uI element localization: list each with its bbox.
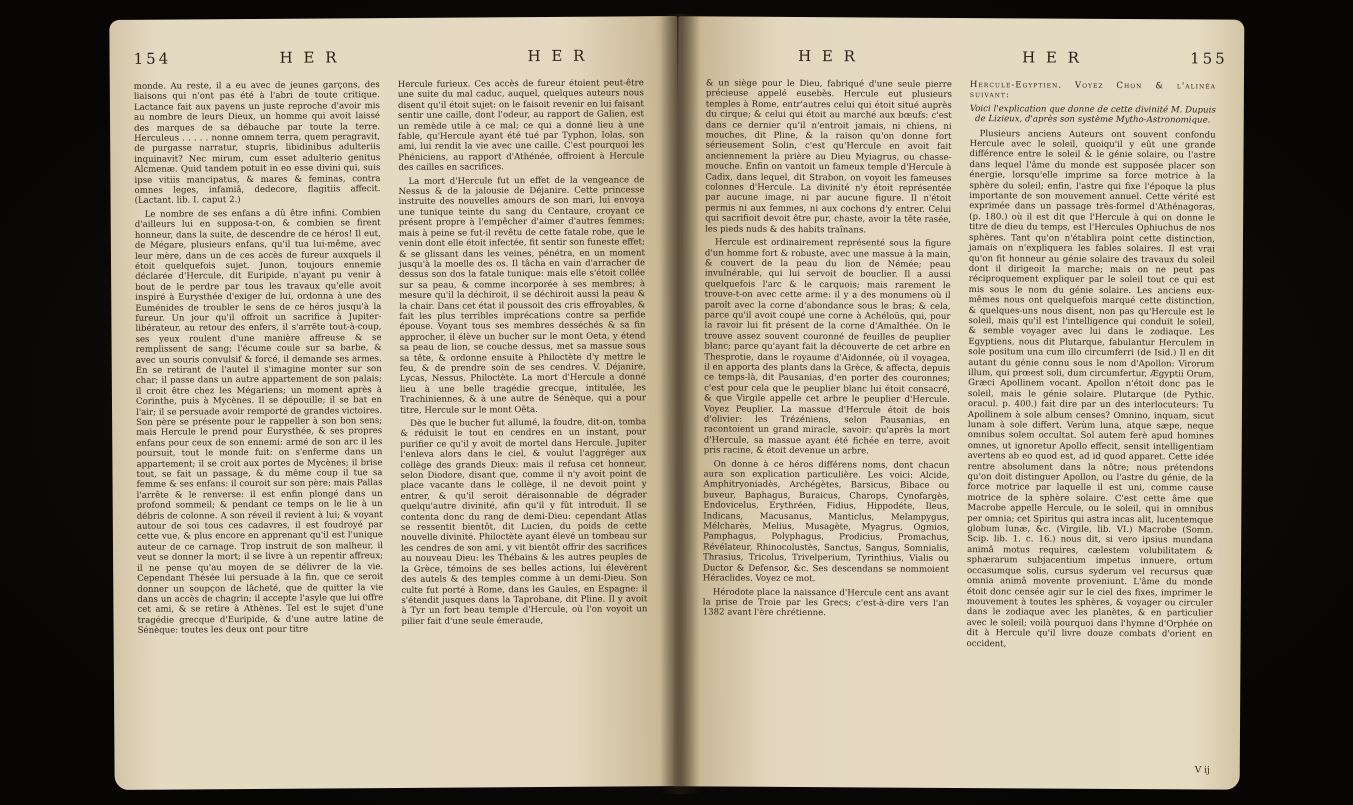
right-page: [674, 16, 1245, 789]
right-column-2: [966, 80, 1215, 653]
paragraph: Voici l'explication que donne de cette divinité M. Dupuis de Lizieux, d'après son système Mytho-Astronomique.: [969, 103, 1216, 126]
book-gutter: [660, 14, 700, 794]
paragraph: Hérodote place la naissance d'Hercule cent ans avant la prise de Troie par les Grecs; c'est-à-dire vers l'an 1382 avant l'ère chrétienne.: [702, 586, 949, 619]
paragraph: Hercule est ordinairement représenté sous la figure d'un homme fort & robuste, avec une massue à la main, & couvert de la peau du lion de Némée; peau invulnérable, qui lui servoit de bouclier. Il a aussi quelquefois l'arc & le carquois; mais rarement le trouve-t-on avec cette arme: il y a des monumens où il paroît avec la corne d'abondance sous le bras; & cela, parce qu'il avoit coupé une corne à Achéloüs, qui, pour la ravoir lui fit présent de la corne d'Amalthée. On le trouve assez souvent couronné de feuilles de peuplier blanc; parce qu'ayant fait la découverte de cet arbre en Thesprotie, dans le royaume d'Aidonnée, où il voyagea, il en apporta des plants dans la Grèce, & affecta, depuis ce temps-là, dit Pausanias, d'en porter des couronnes; c'est pour cela que le peuplier blanc lui étoit consacré, & que Virgile appelle cet arbre le peuplier d'Hercule. Voyez Peuplier. La massue d'Hercule étoit de bois d'olivier: les Trézéniens, selon Pausanias, en racontoient un grand miracle, savoir: qu'après la mort d'Hercule, sa massue ayant été fichée en terre, avoit pris racine, & étoit devenue un arbre.: [703, 237, 952, 457]
left-column-2: [398, 78, 648, 630]
left-running-head: [110, 46, 678, 72]
paragraph: Dès que le bucher fut allumé, la foudre, dit-on, tomba & réduisit le tout en cendres en un instant, pour purifier ce qu'il y avoit de mortel dans Hercule. Jupiter l'enleva alors dans le ciel, & voulut l'aggréger aux collège des grands Dieux: mais il refusa cet honneur, selon Diodore, disant que, comme il n'y avoit point de place vacante dans le collège, il ne devoit point y entrer, & qu'il seroit déraisonnable de dégrader quelqu'autre divinité, afin qu'il y fût introduit. Il se contenta donc du rang de demi-Dieu: cependant Atlas se ressentit bientôt, dit Lucien, du poids de cette nouvelle divinité. Philoctète ayant élevé un tombeau sur les cendres de son ami, y vit bientôt offrir des sacrifices au nouveau Dieu: les Thébains & les autres peuples de la Grèce, témoins de ses belles actions, lui élevèrent des autels & des temples comme à un demi-Dieu. Son culte fut porté à Rome, dans les Gaules, en Espagne: il s'étendit jusques dans la Taprobane, dit Pline. Il y avoit à Tyr un fort beau temple d'Hercule, où l'on voyoit un pilier fait d'une seule émeraude,: [400, 417, 648, 627]
paragraph: Hercule furieux. Ces accès de fureur étoient peut-être une suite du mal caduc, auquel, quelques auteurs nous disent qu'il étoit sujet: on le faisoit revenir en lui faisant sentir une caille, dont l'odeur, au rapport de Galien, est un remède utile à ce mal; ce qui a donné lieu à une fable, qu'Hercule ayant été tué par Typhon, Iolas, son ami, lui rendit la vie avec une caille. C'est pourquoi les Phéniciens, au rapport d'Athénée, offroient à Hercule des cailles en sacrifices.: [397, 78, 645, 174]
paragraph: Plusieurs anciens Auteurs ont souvent confondu Hercule avec le soleil, quoiqu'il y eût une grande différence entre le soleil & le génie solaire, ou l'astre dans lequel l'âme du monde est supposée placer son énergie, lorsqu'elle imprime sa force motrice à la sphère du soleil; enfin, l'astre qui fixe l'époque la plus importante de son mouvement annuel. Cette vérité est exprimée dans un passage très-formel d'Athénagoras, (p. 180.) où il est dit que l'Hercule à qui on donne le titre de dieu du temps, est l'Hercules Ophiuchus de nos sphères. Tant qu'on n'établira point cette distinction, jamais on n'expliquera les fables solaires. Il est vrai qu'on fit honneur au génie solaire des travaux du soleil dont il dirigeoit la marche; mais on ne peut pas réciproquement expliquer par le soleil tout ce qui est mis sous le nom du génie solaire. Les anciens eux-mêmes nous ont quelquefois marqué cette distinction, & quelques-uns nous disent, non pas qu'Hercule est le soleil, mais qu'il est l'intelligence qui conduit le soleil, & semble voyager avec lui dans le zodiaque. Les Egyptiens, nous dit Plutarque, fabulantur Herculem in sole positum una cum illo circumferri (de Isid.) Il en dit autant du génie connu sous le nom d'Apollon: Virorum illum, qui prœest soli, dum circumfertur, Ægyptii Orum, Græci Apollinem vocant. Apollon n'étoit donc pas le soleil, mais le génie solaire. Plutarque (de Pythic. oracul. p. 400.) fait dire par un des interlocuteurs: Tu Apollinem à sole album censes? Omnino, inquam, sicut lunam à sole differt. Verùm luna, atque sæpe, neque omnibus solem occultat. Sol autem ferè apud homines omnes, ut ignoretur Apollo effecit, sensit intelligentiam avertens ab eo quod est, ad id quod apparet. Cette idée rentre absolument dans la nôtre; nous prétendons qu'on doit distinguer Apollon, ou l'astre du génie, de la force motrice par laquelle il est uni, comme cause motrice de la sphère solaire. C'est cette âme que Macrobe appelle Hercule, ou le soleil, qui in omnibus per omnia; cet Spiritus qui astra incas alit, lucentemque globum lunæ, &c. (Virgile, lib. VI.) Macrobe (Somn. Scip. lib. 1. c. 16.) nous dit, si vero ipsius mundana animâ motus requires, cælestem volubilitatem & sphærarum subjacentium impetus innuere, ortum occasumque solis, cursus syderum vel recursus quæ omnia animâ movente proveniunt. L'âme du monde étoit donc censée agir sur le ciel des fixes, imprimer le mouvement à toutes les sphères, & voyager ou circuler dans le zodiaque avec les planètes, & en particulier avec le soleil; voilà pourquoi dans l'hymne d'Orphée on dit à Hercule qu'il livre douze combats d'orient en occident,: [966, 128, 1216, 649]
paragraph: On donne à ce héros différens noms, dont chacun aura son explication particulière. Les voici: Alcide, Amphitryoniadès, Archégètes, Barsicus, Bibace ou buveur, Baphagus, Buraicus, Charops, Cynofargès, Endovicelus, Erythréen, Fidius, Hippodéte, Ileus, Indicans, Macusanus, Manticlus, Melampygus, Mélcharès, Melius, Musagète, Myagrus, Ogmios, Pamphagus, Polyphagus, Prodicius, Promachus, Révélateur, Rhinocolustès, Sanctus, Sangus, Somnialis, Thrasius, Tricolus, Trivelperium, Tyrinthius, Vialis ou Ductor & Defensor, &c. Ses descendans se nommoient Héraclides. Voyez ce mot.: [702, 459, 950, 585]
right-page-number: 155: [1190, 49, 1228, 68]
signature-mark: V ij: [1194, 765, 1210, 776]
paragraph: Le nombre de ses enfans a dû être infini. Combien d'ailleurs lui en supposa-t-on, & combien se firent honneur, dans la suite, de descendre de ce héros! Il eut, de Mégare, plusieurs enfans, qu'il tua lui-même, avec leur mère, dans un de ces accès de fureur auxquels il étoit quelquefois sujet. Junon, toujours ennemie déclarée d'Hercule, dit Euripide, n'ayant pu venir à bout de le perdre par tous les travaux qu'elle avoit inspiré à Eurysthée d'exiger de lui, ordonna à une des Euménides de troubler le sens de ce héros jusqu'à la fureur. Un jour qu'il offroit un sacrifice à Jupiter-libérateur, au retour des enfers, il s'arrête tout-à-coup, ses yeux roulent d'une manière affreuse & se remplissent de sang; l'écume coule sur sa barbe, & avec un souris convulsif & forcé, il demande ses armes. En se retirant de l'autel il s'imagine monter sur son char; il passe dans un autre appartement de son palais; il croit être chez les Mégariens; un moment après à Corinthe, puis à Mycènes. Il se dépouille; il se bat en l'air; il se persuade avoir remporté de grandes victoires. Son père se présente pour le rappeller à son bon sens; mais Hercule le prend pour Eurysthée, & ses propres enfans pour ceux de son ennemi: armé de son arc il les poursuit, tout le monde fuit: on s'enferme dans un appartement; il se croit aux portes de Mycènes; il brise tout, se fait un passage, & du même coup il tue sa femme & ses enfans: il couroit sur son père; mais Pallas l'arrête & le renverse: il est enfin plongé dans un profond sommeil; & pendant ce temps on le lie à un débris de colonne. A son réveil il revient à lui; & voyant autour de soi tous ces cadavres, il est foudroyé par cette vue, & plus encore en apprenant qu'il est l'unique auteur de ce carnage. Trop instruit de son malheur, il veut se donner la mort; il se livre à un repentir affreux; il ne pense qu'au moyen de se délivrer de la vie. Cependant Thésée lui persuade à la fin, que ce seroit donner un soupçon de lâcheté, que de quitter la vie dans un accès de chagrin; il accepte l'asyle que lui offre cet ami, & se retire à Athènes. Tel est le sujet d'une tragédie grecque d'Euripide, & d'une autre latine de Sénèque: toutes les deux ont pour titre: [134, 207, 384, 636]
right-column-1: [703, 78, 952, 622]
left-page-number: 154: [133, 49, 172, 68]
paragraph: monde. Au reste, il a eu avec de jeunes garçons, des liaisons qui n'ont pas été à l'abri de toute critique. Lactance fait aux payens un juste reproche d'avoir mis au nombre de leurs Dieux, un homme qui avoit laissé des marques de sa débauche par toute la terre. Herculeus . . . . . nonne omnem terra, quem peragravit, de purgasse narratur, stupris, libidinibus adulteriis inquinavit? Nec mirum, cum esset adulterio genitus Alcmenæ. Quid tandem potuit in eo esse divini qui, suis ipse vitiis mancipatus, & mares & feminas, contra omnes leges, infamiâ, dedecore, flagitiis affecit. (Lactant. lib. I. caput 2.): [133, 80, 381, 207]
left-page: [109, 16, 682, 790]
paragraph: La mort d'Hercule fut un effet de la vengeance de Nessus & de la jalousie de Déjanire. Cette princesse instruite des nouvelles amours de son mari, lui envoya une tunique teinte du sang du Centaure, croyant ce présent propre à l'empêcher d'aimer d'autres femmes; mais à peine se fut-il revêtu de cette fatale robe, que le venin dont elle étoit infectée, fit sentir son funeste effet; & se glissant dans les veines, pénétra, en un moment jusqu'à la moelle des os. Il tâcha en vain d'arracher de dessus son dos la fatale tunique: mais elle s'étoit collée sur sa peau, & comme incorporée à ses membres; à mesure qu'il la déchiroit, il se déchiroit aussi la peau & la chair. Dans cet état il poussoit des cris effroyables, & fait les plus terribles imprécations contre sa perfide épouse. Voyant tous ses membres desséchés & sa fin approcher, il élève un bucher sur le mont Oeta, y étend sa peau de lion, se couche dessus, met sa massue sous sa tête, & ordonne ensuite à Philoctète d'y mettre le feu, & de prendre soin de ses cendres. V. Déjanire, Lycas, Nessus, Philoctète. La mort d'Hercule a donné lieu à une belle tragédie grecque, intitulée, les Trachiniennes, & à une autre de Sénèque, qui a pour titre, Hercule sur le mont Oëta.: [398, 174, 647, 416]
paragraph: & un siège pour le Dieu, fabriqué d'une seule pierre précieuse appelé eusebès. Hercule eut plusieurs temples à Rome, entr'autres celui qui étoit situé auprès du cirque; & celui qui étoit au marché aux bœufs: c'est dans ce dernier qu'il n'entroit jamais, ni chiens, ni mouches, dit Pline, & la raison qu'on donne fort sérieusement Solin, c'est qu'Hercule en avoit fait anciennement la prière au Dieu Myiagrus, ou chasse-mouche. Enfin on vantoit un fameux temple d'Hercule à Cadix, dans lequel, dit Strabon, on voyoit les fameuses colonnes d'Hercule. La divinité n'y étoit représentée par aucune image, ni par aucune figure. Il n'étoit permis ni aux femmes, ni aux cochons d'y entrer. Celui qui sacrifioit devoit être pur, chaste, avoir la tête rasée, les pieds nuds & des habits traînans.: [705, 78, 952, 236]
paragraph: Hercule-Egyptien. Voyez Chon & l'alinéa suivant:: [969, 80, 1216, 101]
right-header-left: H E R: [798, 47, 859, 66]
left-column-1: [134, 80, 384, 639]
left-header-right: H E R: [527, 46, 588, 66]
right-header-right: H E R: [1022, 48, 1083, 67]
right-running-head: [678, 46, 1244, 71]
left-header-left: H E R: [279, 48, 340, 67]
